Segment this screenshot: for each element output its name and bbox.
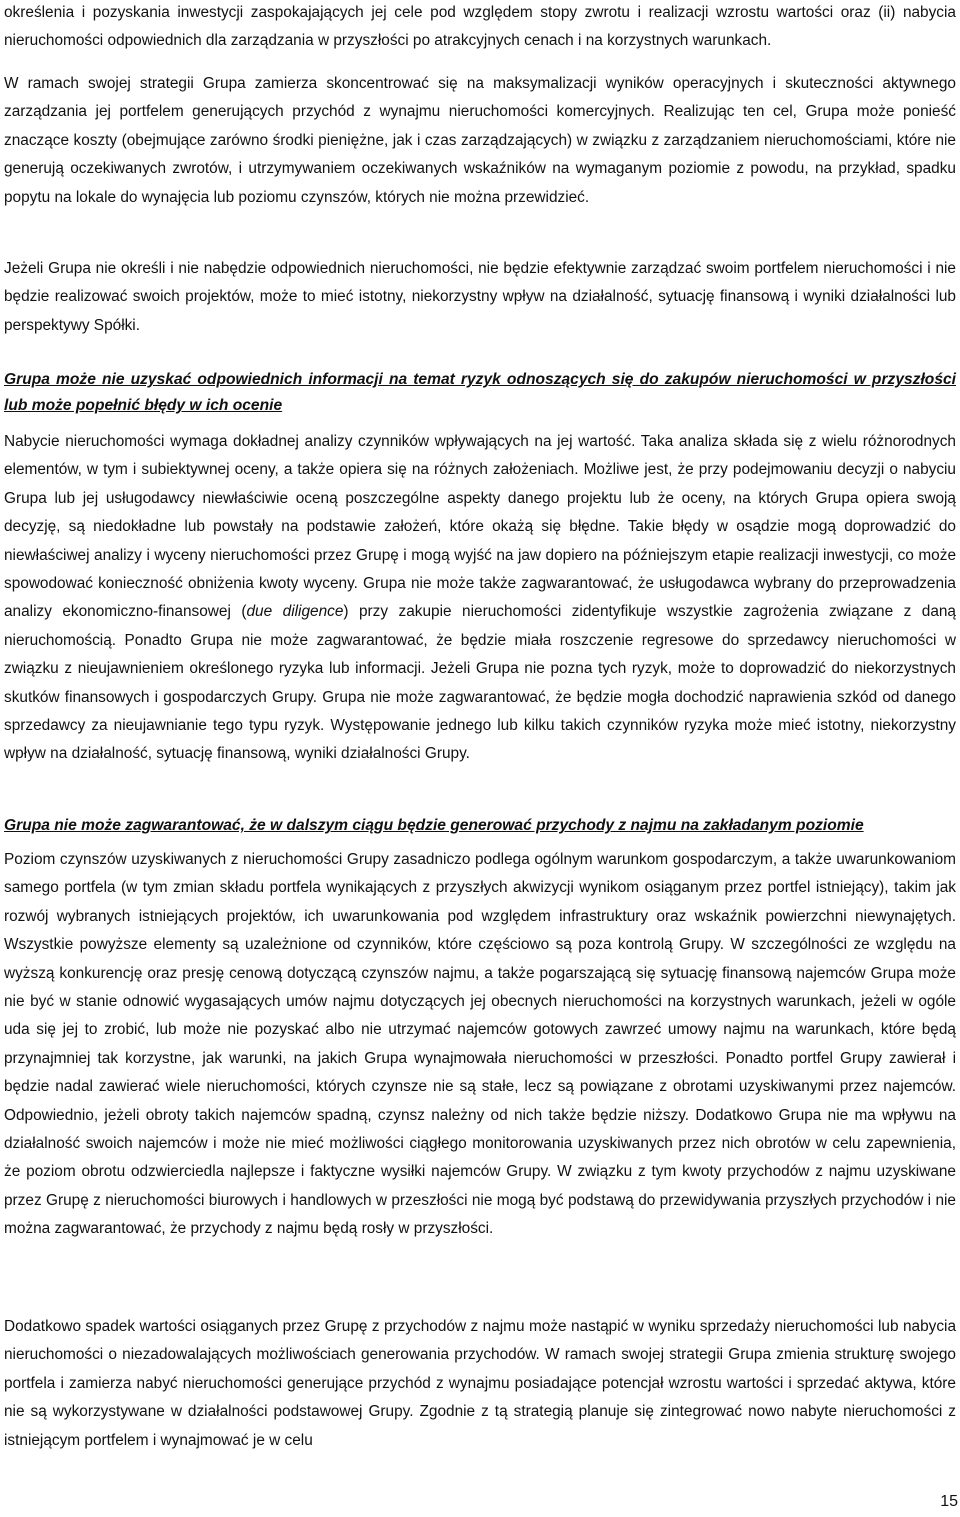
paragraph-acquisition-analysis-part1: Nabycie nieruchomości wymaga dokładnej analizy czynników wpływających na jej wartość. Taka analiza składa się z wielu różnorodnych elementów, w tym i subiektywnej oceny, a także opiera się na różnych założeniach. Możliwe jest, że przy podejmowaniu decyzji o nabyciu Grupa lub jej usługodawcy niewłaściwie oceną poszczególne aspekty danego projektu lub że oceny, na których Grupa opiera swoją decyzję, są niedokładne lub powstały na podstawie założeń, które okażą się błędne. Takie błędy w osądzie mogą doprowadzić do niewłaściwej analizy i wyceny nieruchomości przez Grupę i mogą wyjść na jaw dopiero na późniejszym etapie realizacji inwestycji, co może spowodować konieczność obniżenia kwoty wyceny. Grupa nie może także zagwarantować, że usługodawca wybrany do przeprowadzenia analizy ekonomiczno-finansowej (	[4, 433, 956, 621]
paragraph-portfolio-risk: Jeżeli Grupa nie określi i nie nabędzie odpowiednich nieruchomości, nie będzie efektywnie zarządzać swoim portfelem nieruchomości i nie będzie realizować swoich projektów, może to mieć istotny, niekorzystny wpływ na działalność, sytuację finansową i wyniki działalności lub perspektywy Spółki.	[4, 260, 956, 334]
paragraph-strategy: W ramach swojej strategii Grupa zamierza skoncentrować się na maksymalizacji wyników operacyjnych i skuteczności aktywnego zarządzania jej portfelem generujących przychód z wynajmu nieruchomości komercyjnych. Realizując ten cel, Grupa może ponieść znaczące koszty (obejmujące zarówno środki pieniężne, jak i czas zarządzających) w związku z zarządzaniem nieruchomościami, które nie generują oczekiwanych zwrotów, i utrzymywaniem oczekiwanych wskaźników na wymaganym poziomie z powodu, na przykład, spadku popytu na lokale do wynajęcia lub poziomu czynszów, których nie można przewidzieć.	[4, 75, 956, 206]
heading-information-risk: Grupa może nie uzyskać odpowiednich informacji na temat ryzyk odnoszących się do zakupów nieruchomości w przyszłości lub może popełnić błędy w ich ocenie	[4, 371, 956, 414]
paragraph-acquisition-analysis	[4, 428, 956, 769]
due-diligence-term: due diligence	[246, 603, 344, 621]
heading-rental-income-risk: Grupa nie może zagwarantować, że w dalszym ciągu będzie generować przychody z najmu na zakładanym poziomie	[4, 817, 864, 834]
paragraph-continuation: określenia i pozyskania inwestycji zaspokajających jej cele pod względem stopy zwrotu i realizacji wzrostu wartości oraz (ii) nabycia nieruchomości odpowiednich dla zarządzania w przyszłości po atrakcyjnych cenach i na korzystnych warunkach.	[4, 4, 956, 50]
paragraph-revenue-decline: Dodatkowo spadek wartości osiąganych przez Grupę z przychodów z najmu może nastąpić w wyniku sprzedaży nieruchomości lub nabycia nieruchomości o niezadowalających możliwościach generowania przychodów. W ramach swojej strategii Grupa zmienia strukturę swojego portfela i zamierza nabyć nieruchomości generujące przychód z wynajmu posiadające potencjał wzrostu wartości i sprzedać aktywa, które nie są wykorzystywane w działalności podstawowej Grupy. Zgodnie z tą strategią planuje się zintegrować nowo nabyte nieruchomości z istniejącym portfelem i wynajmować je w celu	[4, 1318, 956, 1449]
paragraph-acquisition-analysis-part2: ) przy zakupie nieruchomości zidentyfikuje wszystkie zagrożenia związane z daną nieruchomością. Ponadto Grupa nie może zagwarantować, że będzie miała roszczenie regresowe do sprzedawcy nieruchomości w związku z nieujawnieniem określonego ryzyka lub informacji. Jeżeli Grupa nie pozna tych ryzyk, może to doprowadzić do niekorzystnych skutków finansowych i gospodarczych Grupy. Grupa nie może zagwarantować, że będzie mogła dochodzić naprawienia szkód od danego sprzedawcy za nieujawnianie tego typu ryzyk. Występowanie jednego lub kilku takich czynników ryzyka może mieć istotny, niekorzystny wpływ na działalność, sytuację finansową, wyniki działalności Grupy.	[4, 603, 956, 763]
page-number: 15	[940, 1493, 958, 1510]
paragraph-rent-levels: Poziom czynszów uzyskiwanych z nieruchomości Grupy zasadniczo podlega ogólnym warunkom gospodarczym, a także uwarunkowaniom samego portfela (w tym zmian składu portfela wynikających z przyszłych akwizycji wynikom osiąganym przez portfel istniejący), takim jak rozwój wybranych istniejących projektów, ich uwarunkowania pod względem infrastruktury oraz wskaźnik powierzchni niewynajętych. Wszystkie powyższe elementy są uzależnione od czynników, które częściowo są poza kontrolą Grupy. W szczególności ze względu na wyższą konkurencję oraz presję cenową dotyczącą czynszów najmu, a także pogarszającą się sytuację finansową najemców Grupa może nie być w stanie odnowić wygasających umów najmu dotyczących jej obecnych nieruchomości na korzystnych warunkach, jeżeli w ogóle uda się jej to zrobić, lub może nie pozyskać albo nie utrzymać najemców gotowych zawrzeć umowy najmu na warunkach, które będą przynajmniej tak korzystne, jak warunki, na jakich Grupa wynajmowała nieruchomości w przeszłości. Ponadto portfel Grupy zawierał i będzie nadal zawierać wiele nieruchomości, których czynsze nie są stałe, lecz są powiązane z obrotami uzyskiwanymi przez najemców. Odpowiednio, jeżeli obroty takich najemców spadną, czynsz należny od nich także będzie niższy. Dodatkowo Grupa nie ma wpływu na działalność swoich najemców i może nie mieć możliwości ciągłego monitorowania uzyskiwanych przez nich obrotów w celu zapewnienia, że poziom obrotu odzwierciedla najlepsze i faktyczne wysiłki najemców Grupy. W związku z tym kwoty przychodów z najmu uzyskiwane przez Grupę z nieruchomości biurowych i handlowych w przeszłości nie mogą być podstawą do przewidywania przyszłych przychodów i nie można zagwarantować, że przychody z najmu będą rosły w przyszłości.	[4, 851, 956, 1238]
